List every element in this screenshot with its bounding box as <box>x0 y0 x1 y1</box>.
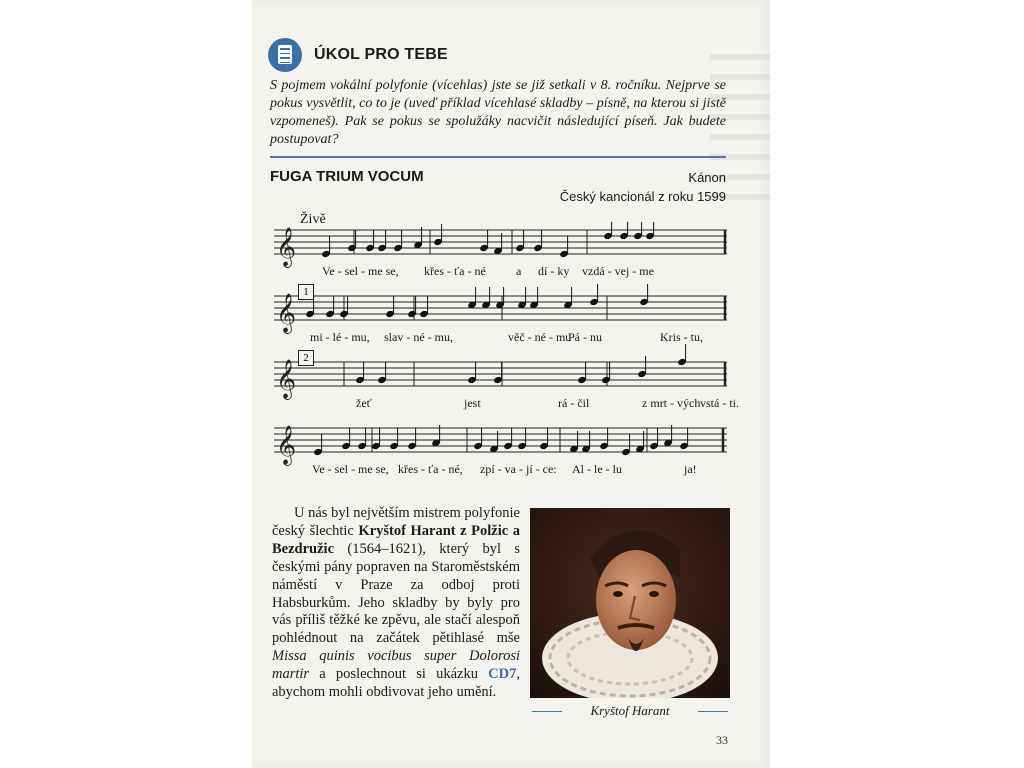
lyric-syllables: jest <box>464 396 481 410</box>
lyric-syllables: zpí - va - jí - ce: <box>480 462 557 476</box>
lyric-syllables: věč - né - mu <box>508 330 572 344</box>
lyric-syllables: vzdá - vej - me <box>582 264 654 278</box>
staff-4 <box>274 425 727 466</box>
lyric-syllables: žeť <box>356 396 372 410</box>
lyric-syllables: Kris - tu, <box>660 330 703 344</box>
lyric-syllables: rá - čil <box>558 396 590 410</box>
body-text-3: a poslechnout si ukázku <box>309 666 489 683</box>
lyric-syllables: křes - ťa - né, <box>398 462 463 476</box>
treble-clef-icon: 𝄞 <box>276 359 297 399</box>
song-source: Český kancionál z roku 1599 <box>559 189 726 204</box>
mass-title: Missa quinis vocibus super Dolorosi martir <box>272 648 520 683</box>
song-title: FUGA TRIUM VOCUM <box>270 168 424 185</box>
lyric-syllables: vstá - ti. <box>700 396 739 410</box>
staff-notation <box>272 222 732 492</box>
tempo-marking: Živě <box>300 212 326 227</box>
notepad-icon <box>268 38 302 72</box>
body-text-1: U nás byl největším mistrem polyfonie český šlechtic <box>272 505 520 539</box>
staff-1 <box>274 222 727 268</box>
staff-2 <box>274 284 727 334</box>
task-title: ÚKOL PRO TEBE <box>314 46 448 63</box>
portrait-caption: Kryštof Harant <box>590 703 670 718</box>
body-text-4: , abychom mohli obdivovat jeho umění. <box>272 666 520 701</box>
lyric-syllables: z mrt - vých <box>642 396 701 410</box>
staff-3 <box>274 344 727 400</box>
lyric-syllables: Ve - sel - me se, <box>312 462 389 476</box>
task-header <box>268 36 728 78</box>
lyric-syllables: Pá - nu <box>568 330 602 344</box>
voice-entry-1: 1 <box>298 284 314 300</box>
treble-clef-icon: 𝄞 <box>276 425 297 465</box>
composer-name: Kryštof Harant z Polžic a Bezdružic <box>272 522 520 557</box>
treble-clef-icon: 𝄞 <box>276 227 297 267</box>
page-number: 33 <box>716 733 728 747</box>
portrait-image <box>530 508 730 698</box>
lyric-syllables: Ve - sel - me se, <box>322 264 399 278</box>
lyric-syllables: a <box>516 264 522 278</box>
lyric-syllables: dí - ky <box>538 264 570 278</box>
cd-reference: CD7 <box>488 666 517 683</box>
lyric-syllables: Al - le - lu <box>572 462 622 476</box>
lyric-syllables: slav - né - mu, <box>384 330 453 344</box>
lyric-syllables: ja! <box>684 462 697 476</box>
song-kind: Kánon <box>688 170 726 185</box>
lyric-syllables: mi - lé - mu, <box>310 330 370 344</box>
voice-entry-2: 2 <box>298 350 314 366</box>
music-score <box>272 222 739 492</box>
body-text-2: (1564–1621), který byl s českými pány popraven na Staroměstském náměstí v Praze za odboj proti Habsburkům. Jeho skladby by byly pro vás příliš těžké ke zpěvu, ale stačí alespoň pohlédnout na začátek pětihlasé mše <box>272 540 520 647</box>
lyric-syllables: křes - ťa - né <box>424 264 486 278</box>
body-paragraph <box>272 505 520 702</box>
section-divider <box>270 156 726 158</box>
treble-clef-icon: 𝄞 <box>276 293 297 333</box>
task-text: S pojmem vokální polyfonie (vícehlas) jste se již setkali v 8. ročníku. Nejprve se pokus vysvětlit, co to je (uveď příklad vícehlasé skladby – písně, na kterou si jistě vzpomeneš). Pak se pokus se spolužáky nacvičit následující píseň. Jak budete postupovat? <box>270 78 726 147</box>
